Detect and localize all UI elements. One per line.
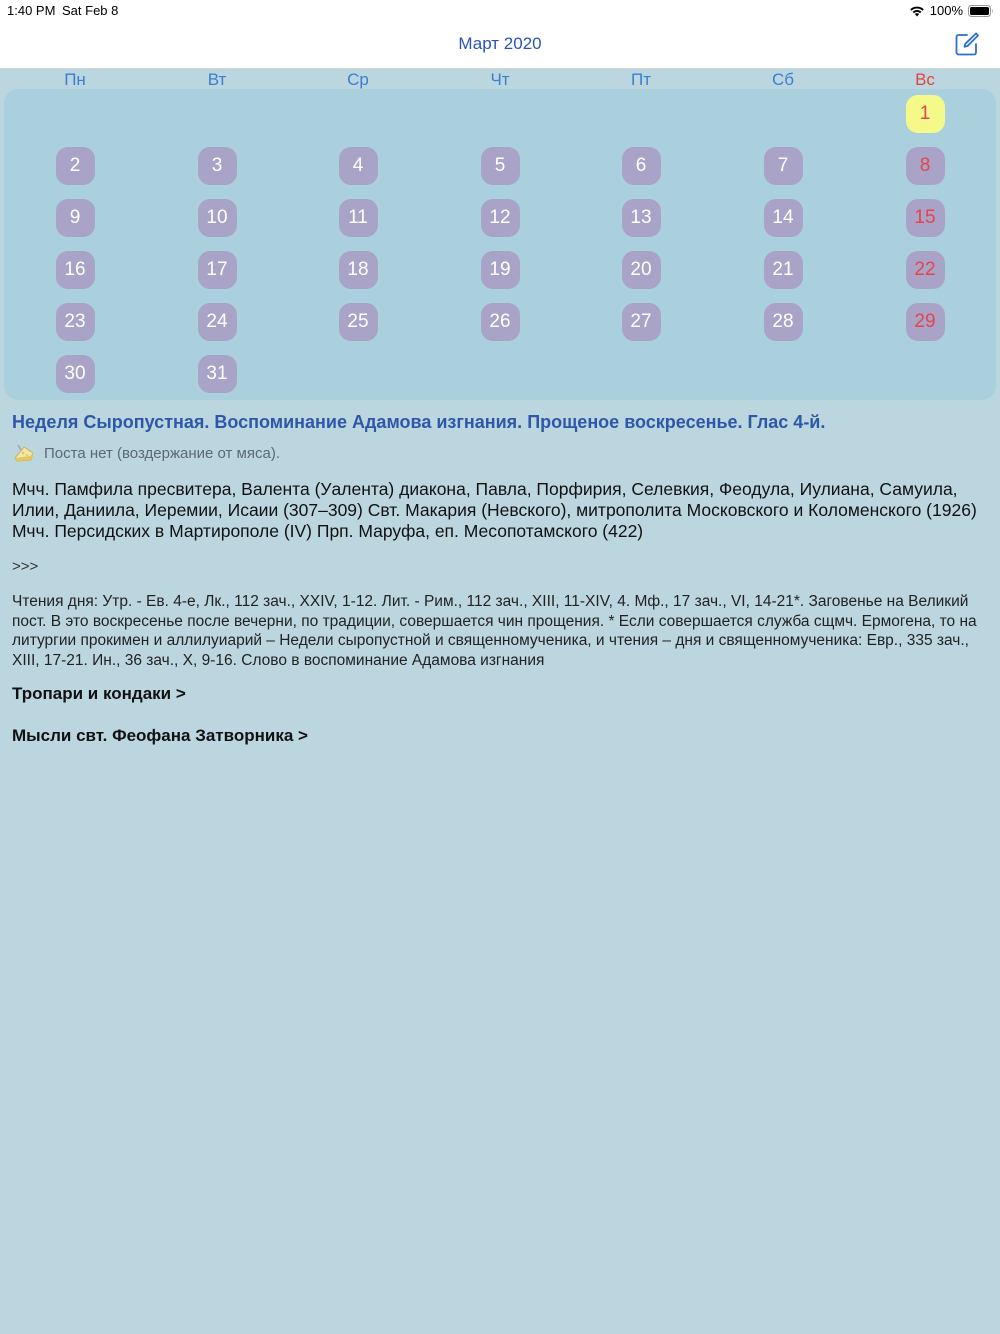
weekday-label: Сб (771, 70, 794, 89)
weekday-label: Вс (915, 70, 935, 89)
fast-text: Поста нет (воздержание от мяса). (44, 444, 280, 462)
calendar-day[interactable]: 3 (198, 147, 237, 185)
calendar-day[interactable]: 1 (906, 95, 945, 133)
calendar-day[interactable]: 17 (198, 251, 237, 289)
navigation-bar (0, 20, 1000, 69)
status-date: Sat Feb 8 (62, 3, 119, 18)
calendar-day[interactable]: 5 (481, 147, 520, 185)
calendar-day[interactable]: 21 (764, 251, 803, 289)
readings-text: Чтения дня: Утр. - Ев. 4-е, Лк., 112 зач., XXIV, 1-12. Лит. - Рим., 112 зач., XIII, 11-XIV, 4. Мф., 17 зач., VI, 14-21*. Заговенье на Великий пост. В это воскресенье после вечерни, по традиции, совершается чин прощения. * Если совершается служба сщмч. Ермогена, то на литургии прокимен и аллилуиарий – Недели сыропустной и священномученика, и чтения – дня и священномученика: Евр., 335 зач., XIII, 17-21. Ин., 36 зач., X, 9-16. Слово в воспоминание Адамова изгнания (12, 593, 977, 669)
calendar-day[interactable]: 24 (198, 303, 237, 341)
status-bar (0, 0, 1000, 20)
calendar-grid (4, 89, 996, 400)
calendar-day[interactable]: 23 (56, 303, 95, 341)
calendar-day[interactable]: 9 (56, 199, 95, 237)
calendar-day[interactable]: 2 (56, 147, 95, 185)
feast-title: Неделя Сыропустная. Воспоминание Адамова изгнания. Прощеное воскресенье. Глас 4-й. (12, 412, 826, 432)
status-time: 1:40 PM (7, 3, 56, 18)
calendar-day[interactable]: 31 (198, 355, 237, 393)
fast-info (12, 441, 992, 465)
calendar-day[interactable]: 25 (339, 303, 378, 341)
calendar-day[interactable]: 7 (764, 147, 803, 185)
weekday-label: Пн (64, 70, 86, 89)
calendar-day[interactable]: 26 (481, 303, 520, 341)
compose-button[interactable] (954, 31, 980, 57)
weekday-label: Пт (630, 70, 651, 89)
calendar-day[interactable]: 10 (198, 199, 237, 237)
calendar-day[interactable]: 30 (56, 355, 95, 393)
calendar-day[interactable]: 14 (764, 199, 803, 237)
month-title: Март 2020 (458, 34, 542, 53)
tropari-link[interactable]: Тропари и кондаки > (12, 684, 186, 703)
calendar-day[interactable]: 8 (906, 147, 945, 185)
calendar-day[interactable]: 22 (906, 251, 945, 289)
calendar-day[interactable]: 12 (481, 199, 520, 237)
feofan-link[interactable]: Мысли свт. Феофана Затворника > (12, 726, 308, 745)
calendar-day[interactable]: 19 (481, 251, 520, 289)
calendar-day[interactable]: 6 (622, 147, 661, 185)
square-pencil-icon (954, 31, 980, 57)
weekday-label: Ср (347, 70, 369, 89)
status-indicators (909, 3, 994, 18)
wifi-icon (909, 5, 925, 17)
battery-icon (968, 5, 994, 17)
calendar-day[interactable]: 4 (339, 147, 378, 185)
calendar-day[interactable]: 18 (339, 251, 378, 289)
battery-percent: 100% (929, 3, 963, 18)
weekday-label: Вт (207, 70, 227, 89)
fast-cheese-icon (12, 441, 36, 465)
calendar-day[interactable]: 15 (906, 199, 945, 237)
calendar-day[interactable]: 16 (56, 251, 95, 289)
calendar-day[interactable]: 13 (622, 199, 661, 237)
calendar-day[interactable]: 11 (339, 199, 378, 237)
saints-text: Мчч. Памфила пресвитера, Валента (Уалента) диакона, Павла, Порфирия, Селевкия, Феодула, Иулиана, Самуила, Илии, Даниила, Иеремии, Исаии (307–309) Свт. Макария (Невского), митрополита Московского и Коломенского (1926) Мчч. Персидских в Мартирополе (IV) Прп. Маруфа, еп. Месопотамского (422) (12, 479, 977, 541)
calendar-day[interactable]: 27 (622, 303, 661, 341)
weekday-label: Чт (490, 70, 510, 89)
day-details (12, 411, 992, 746)
calendar-day[interactable]: 20 (622, 251, 661, 289)
calendar-day[interactable]: 28 (764, 303, 803, 341)
calendar-day[interactable]: 29 (906, 303, 945, 341)
more-link[interactable]: >>> (12, 558, 39, 575)
weekday-header (4, 69, 996, 89)
